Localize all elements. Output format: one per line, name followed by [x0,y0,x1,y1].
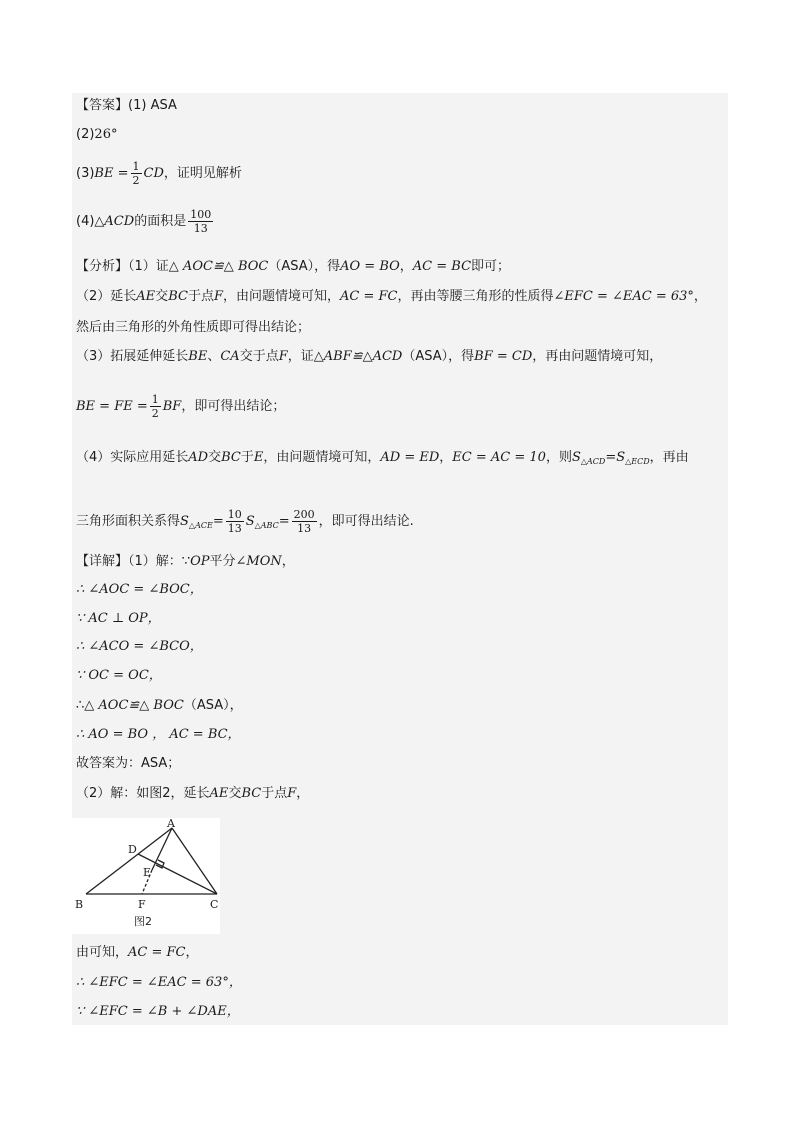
analysis-line-1 [76,258,510,276]
answer-line-1 [76,97,177,115]
text: ， [399,259,413,274]
text: （1）证 [128,259,169,274]
text: 交于点 [239,349,279,364]
label-E: E [143,866,152,879]
fraction-numerator: 1 [151,393,159,406]
math: E [253,450,264,465]
text: ，由问题情境可知， [222,289,340,304]
text: 交 [155,289,169,304]
answer-part-2-label: (2) [76,127,95,142]
math: CA [220,349,240,364]
math: ∠MON [235,554,282,569]
math: F [287,786,297,801]
math: BF [162,399,182,414]
label-D: D [128,843,137,856]
fraction-numerator: 1 [132,160,140,173]
detail-line-8 [76,755,180,773]
analysis-fraction-2 [292,508,317,535]
math: F [278,349,288,364]
subscript: △ECD [625,457,650,466]
fraction-denominator: 2 [132,174,140,187]
text: ， [296,786,310,801]
detail-line-3: ∵ AC ⊥ OP， [76,611,161,626]
text: ，再由问题情境可知， [532,349,663,364]
detail-line-10 [76,944,199,962]
text: （2）解：如图2，延长 [76,786,210,801]
text: （3）拓展延伸延长 [76,349,189,364]
math: △ AOC≌△ BOC [84,698,184,713]
text: ∴ [76,698,85,713]
math: = [278,514,290,529]
fraction-numerator: 10 [227,508,242,521]
math: BF = CD [474,349,533,364]
text: （ASA），得 [402,349,475,364]
fraction-denominator: 13 [297,522,312,535]
text: ，即可得出结论. [318,514,414,529]
text: 交 [228,786,242,801]
detail-line-12: ∵ ∠EFC = ∠B + ∠DAE， [76,1004,240,1019]
fraction-denominator: 13 [193,222,208,235]
answer-part-3-tail: ，证明见解析 [163,166,242,181]
label-A: A [167,818,175,830]
answer-part-2-value: 26° [94,127,118,142]
answer-part-1-label: (1) [128,98,147,113]
math: AC = FC [340,289,398,304]
subscript: △ACD [580,457,606,466]
text: ，由问题情境可知， [263,450,381,465]
analysis-line-2 [76,288,707,306]
math: S [616,450,626,465]
answer-line-3 [76,160,242,187]
text: 然后由三角形的外角性质即可得出结论； [76,320,311,335]
text: 平分 [209,554,236,569]
math: EC = AC = 10 [452,450,546,465]
text: （1）解：∵ [128,554,191,569]
math: △ AOC≌△ BOC [168,259,269,274]
detail-line-5: ∵ OC = OC， [76,668,162,683]
text: ， [185,945,199,960]
text: 三角形面积关系得 [76,514,181,529]
text: ， [281,554,295,569]
math: S [245,514,255,529]
math: BC [241,786,262,801]
answer-line-2 [76,126,117,144]
figure-2 [72,818,220,934]
answer-part-4-fraction [188,208,213,235]
math: S [180,514,189,529]
math: △ABF≌△ACD [313,349,403,364]
analysis-line-7 [76,508,414,535]
label-B: B [75,898,84,911]
text: ，即可得出结论； [181,399,286,414]
text: 由可知， [76,945,129,960]
math: BE [188,349,208,364]
text: 交 [208,450,222,465]
analysis-line-3 [76,319,310,337]
math: = [605,450,617,465]
text: （ASA）， [183,698,243,713]
subscript: △ABC [254,521,279,530]
math: AE [136,289,156,304]
text: ，证 [287,349,314,364]
text: 故答案为： [76,756,142,771]
math: AO = BO [340,259,400,274]
math: AE [209,786,229,801]
math: OP [190,554,210,569]
detail-line-11: ∴ ∠EFC = ∠EAC = 63°， [76,975,242,990]
text: 、 [207,349,221,364]
text: ASA [141,756,168,771]
answer-part-3-lhs: BE = [94,166,129,181]
label-F: F [138,898,146,911]
text: ； [167,756,181,771]
analysis-tag: 【分析】 [76,259,129,274]
analysis-fraction [150,393,161,420]
math: S [571,450,581,465]
text: ， [693,289,707,304]
math: BE = FE = [76,399,148,414]
math: AC = BC [412,259,472,274]
analysis-line-4 [76,348,662,366]
subscript: △ACE [188,521,213,530]
detail-tag: 【详解】 [76,554,129,569]
math: AD [188,450,209,465]
analysis-line-6 [76,449,689,471]
math: = [212,514,224,529]
detail-line-2: ∴ ∠AOC = ∠BOC， [76,582,203,597]
answer-part-3-rhs: CD [143,166,164,181]
text: 于点 [187,289,214,304]
analysis-line-5 [76,393,285,420]
segment-AC [172,828,217,894]
detail-line-9 [76,785,309,803]
fraction-numerator: 100 [190,208,212,221]
segment-AE [152,828,172,870]
detail-line-1 [76,553,295,571]
text: 于 [240,450,254,465]
triangle-diagram [72,818,220,934]
text: ，再由等腰三角形的性质得 [397,289,554,304]
text: ，再由 [649,450,689,465]
text: （2）延长 [76,289,137,304]
text: 于点 [261,786,288,801]
fraction-denominator: 2 [151,407,159,420]
answer-line-4 [76,208,215,235]
text: （ASA），得 [268,259,341,274]
figure-caption: 图2 [134,915,152,928]
answer-part-4-label: (4) [76,214,95,229]
label-C: C [210,898,219,911]
math: ∠EFC = ∠EAC = 63° [553,289,694,304]
text: ， [439,450,453,465]
text: （4）实际应用延长 [76,450,189,465]
math: AC = FC [128,945,186,960]
answer-part-1-value: ASA [150,98,177,113]
detail-line-7: ∴ AO = BO ， AC = BC， [76,727,241,742]
fraction-numerator: 200 [293,508,315,521]
answer-part-4-triangle: △ACD [94,214,135,229]
detail-line-6 [76,697,243,715]
detail-line-4: ∴ ∠ACO = ∠BCO， [76,639,203,654]
math: BC [221,450,241,465]
math: BC [168,289,188,304]
text: ，则 [545,450,572,465]
math: AD = ED [380,450,440,465]
text: 即可； [471,259,511,274]
fraction-denominator: 13 [227,522,242,535]
answer-part-3-label: (3) [76,166,95,181]
analysis-fraction-1 [226,508,244,535]
answer-tag: 【答案】 [76,98,129,113]
answer-part-3-fraction [131,160,142,187]
answer-part-4-text: 的面积是 [134,214,187,229]
math: F [213,289,223,304]
